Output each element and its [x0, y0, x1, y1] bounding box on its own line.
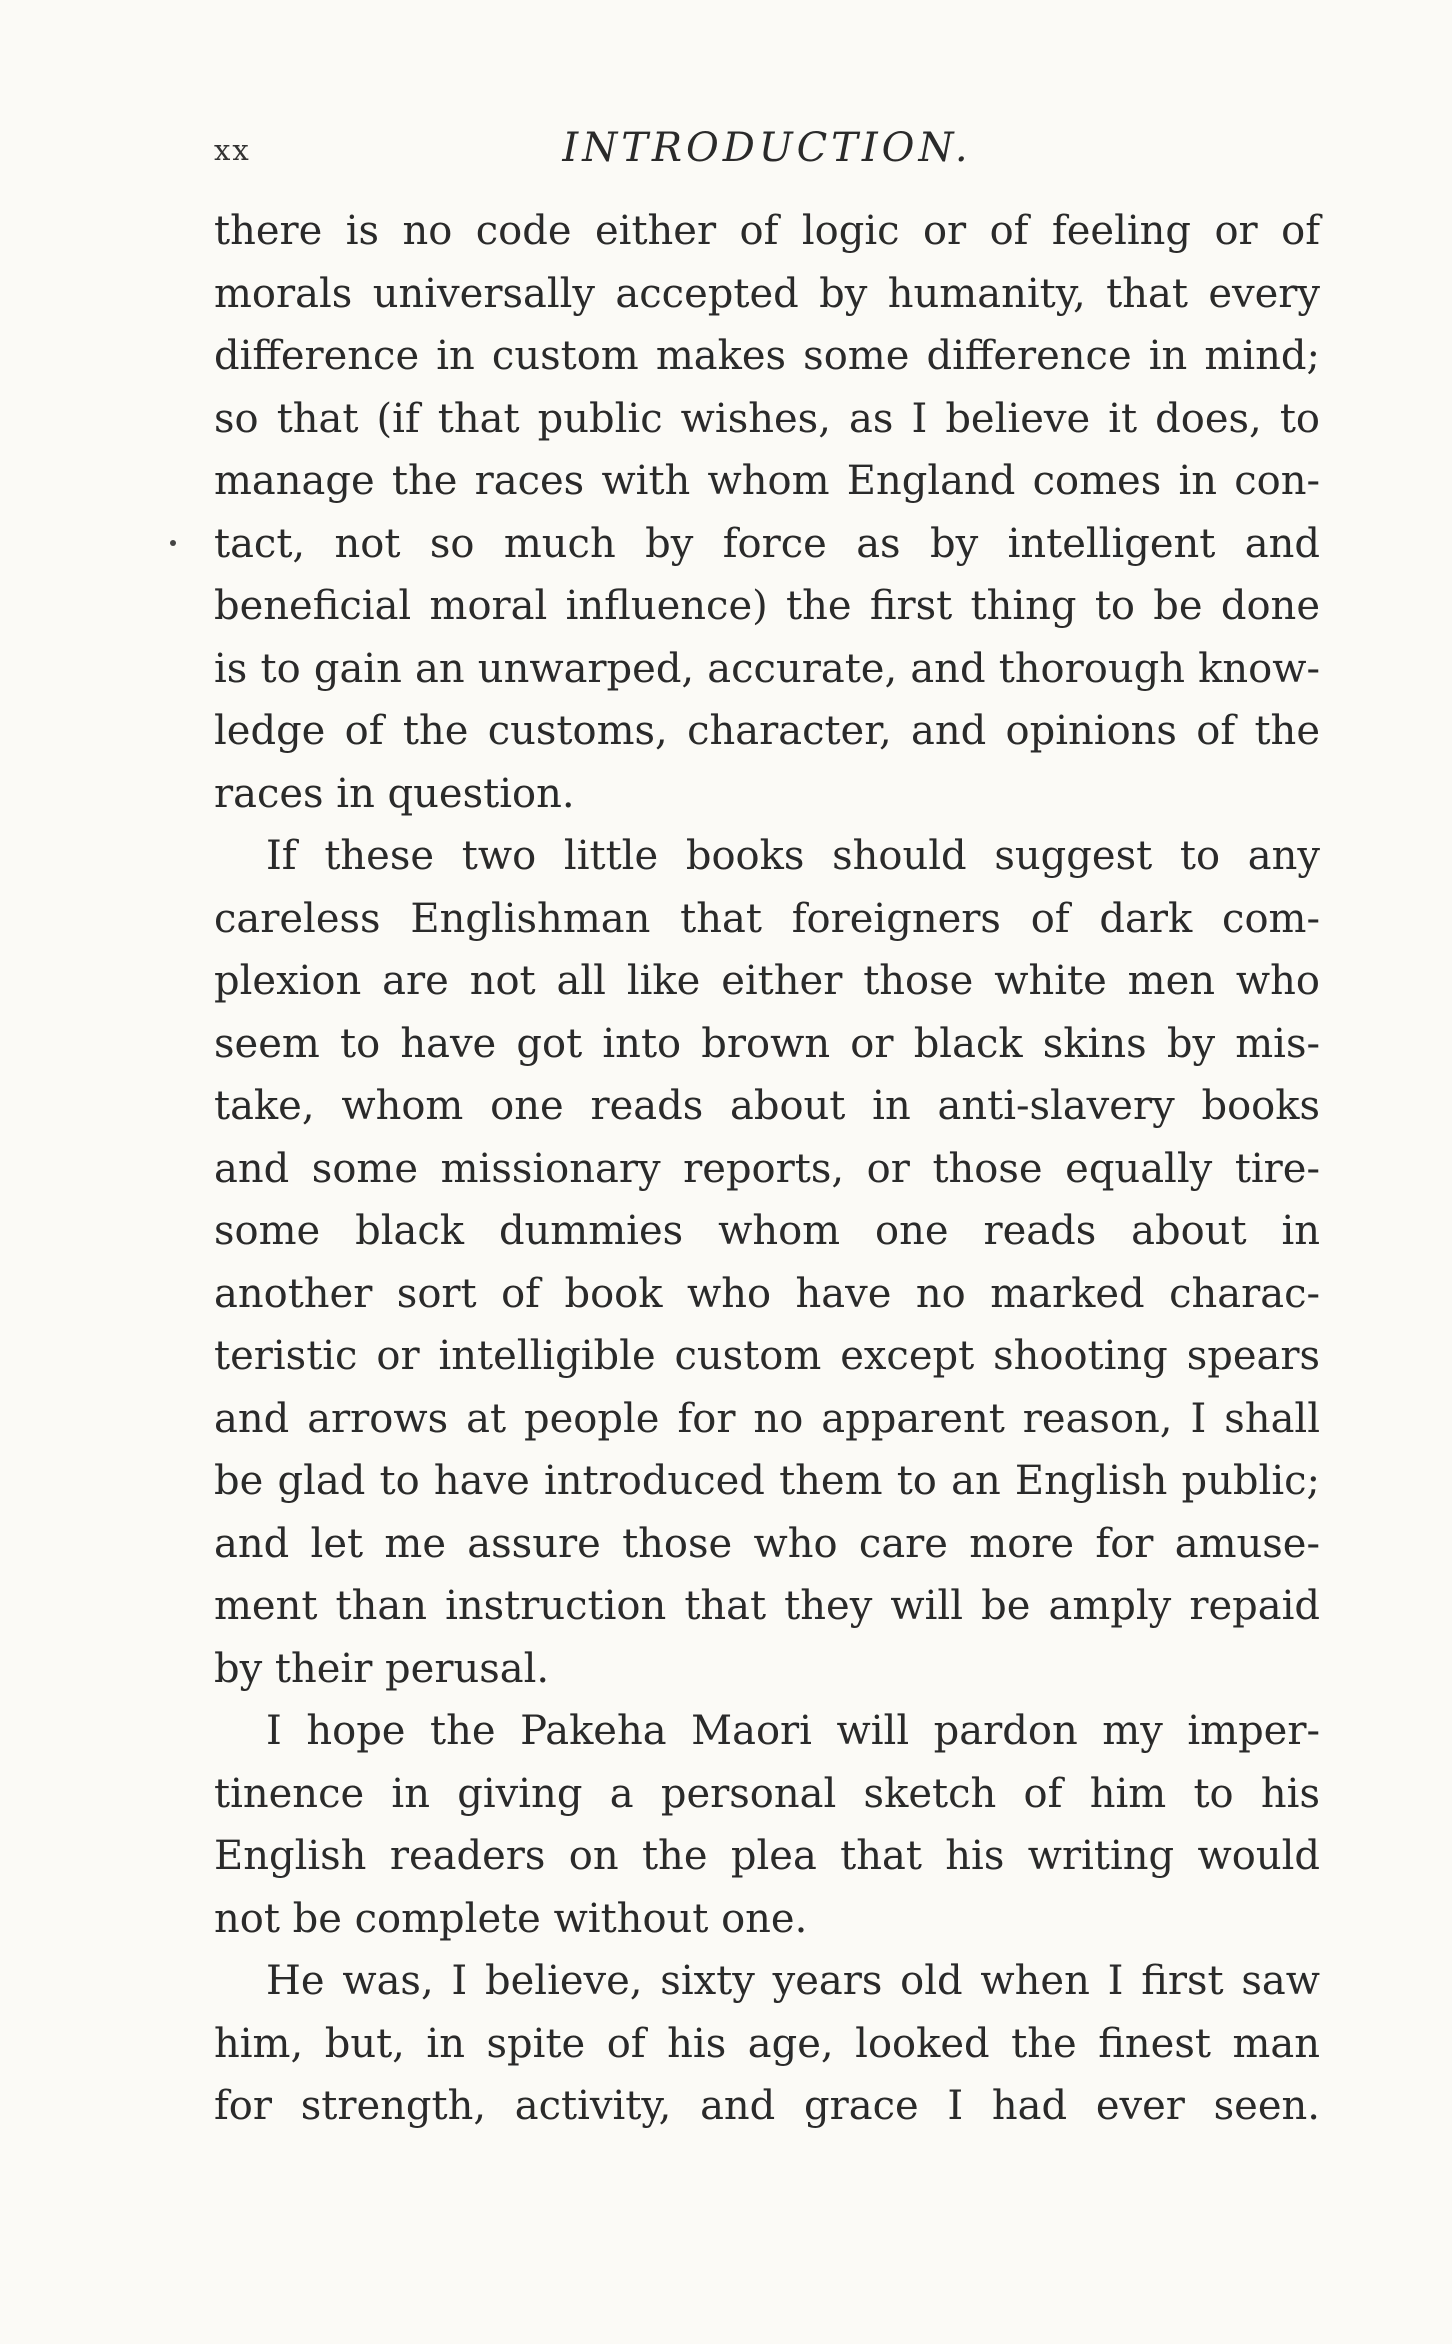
text-line: races in question.	[214, 770, 575, 817]
text-line: by their perusal.	[214, 1645, 550, 1692]
margin-dot-mark	[170, 540, 176, 546]
text-line: so that (if that public wishes, as I believe it does, to	[214, 395, 1320, 442]
text-line: careless Englishman that foreigners of dark com-	[214, 895, 1320, 942]
text-line: ment than instruction that they will be amply repaid	[214, 1583, 1320, 1629]
text-line: teristic or intelligible custom except shooting spears	[214, 1333, 1320, 1379]
text-line: He was, I believe, sixty years old when I first saw	[266, 1958, 1320, 2004]
text-line: difference in custom makes some difference in mind;	[214, 333, 1320, 379]
text-line: ledge of the customs, character, and opinions of the	[214, 708, 1320, 754]
text-line: seem to have got into brown or black skins by mis-	[214, 1020, 1320, 1067]
text-line: plexion are not all like either those white men who	[214, 958, 1320, 1004]
text-line: tinence in giving a personal sketch of him to his	[214, 1770, 1320, 1817]
text-line: and some missionary reports, or those equally tire-	[214, 1145, 1320, 1192]
text-line: If these two little books should suggest to any	[266, 833, 1320, 879]
text-line: beneficial moral influence) the first thing to be done	[214, 583, 1320, 629]
paragraph-3	[214, 1700, 1320, 1950]
text-line: take, whom one reads about in anti-slavery books	[214, 1083, 1320, 1129]
page-number: xx	[214, 133, 251, 167]
text-line: be glad to have introduced them to an English public;	[214, 1458, 1320, 1504]
body-text	[214, 200, 1320, 2138]
text-line: and arrows at people for no apparent reason, I shall	[214, 1395, 1320, 1442]
paragraph-2	[214, 825, 1320, 1700]
text-line: not be complete without one.	[214, 1895, 808, 1942]
text-line: morals universally accepted by humanity, that every	[214, 270, 1320, 317]
text-line: there is no code either of logic or of feeling or of	[214, 208, 1320, 254]
text-line: tact, not so much by force as by intelligent and	[214, 520, 1320, 567]
text-line: I hope the Pakeha Maori will pardon my imper-	[266, 1708, 1320, 1754]
running-head: INTRODUCTION.	[562, 125, 972, 171]
text-line: another sort of book who have no marked charac-	[214, 1270, 1320, 1317]
text-line: some black dummies whom one reads about in	[214, 1208, 1320, 1254]
text-line: for strength, activity, and grace I had ever seen.	[214, 2083, 1320, 2129]
text-line: English readers on the plea that his writing would	[214, 1833, 1320, 1879]
page-header	[214, 125, 1320, 185]
text-line: and let me assure those who care more for amuse-	[214, 1520, 1320, 1567]
text-line: manage the races with whom England comes in con-	[214, 458, 1320, 504]
text-line: is to gain an unwarped, accurate, and thorough know-	[214, 645, 1320, 692]
text-line: him, but, in spite of his age, looked the finest man	[214, 2020, 1320, 2067]
paragraph-1	[214, 200, 1320, 825]
paragraph-4	[214, 1950, 1320, 2138]
